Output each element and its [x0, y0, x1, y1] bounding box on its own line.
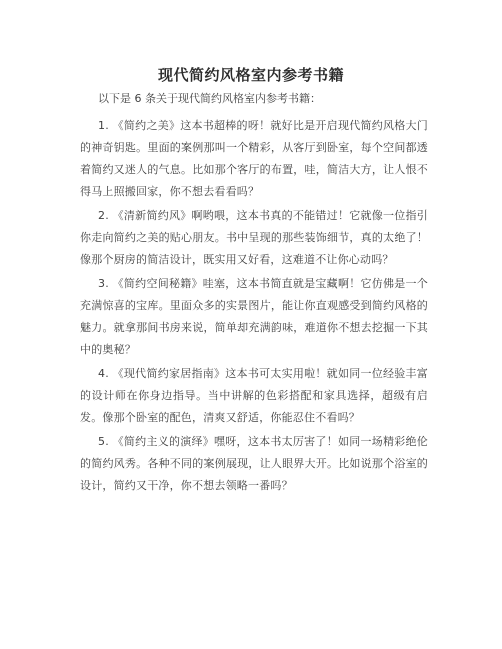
list-item: 1. 《简约之美》这本书超棒的呀！就好比是开启现代简约风格大门的神奇钥匙。里面的案例那叫一个精彩，从客厅到卧室，每个空间都透着简约又迷人的气息。比如那个客厅的布置，哇，简洁大方，让人恨不得马上照搬回家，你不想去看看吗？ [80, 119, 428, 198]
list-item: 3. 《简约空间秘籍》哇塞，这本书简直就是宝藏啊！它仿佛是一个充满惊喜的宝库。里面众多的实景图片，能让你直观感受到简约风格的魅力。就拿那间书房来说，简单却充满韵味，难道你不想去挖掘一下其中的奥秘？ [80, 277, 428, 356]
book-list [80, 115, 428, 499]
list-item: 4. 《现代简约家居指南》这本书可太实用啦！就如同一位经验丰富的设计师在你身边指导。当中讲解的色彩搭配和家具选择，超级有启发。像那个卧室的配色，清爽又舒适，你能忍住不看吗？ [80, 367, 428, 424]
intro-text: 以下是 6 条关于现代简约风格室内参考书籍： [98, 92, 321, 105]
list-item: 2. 《清新简约风》啊哟喂，这本书真的不能错过！它就像一位指引你走向简约之美的贴心朋友。书中呈现的那些装饰细节，真的太绝了！像那个厨房的简洁设计，既实用又好看，这难道不让你心动吗？ [80, 209, 428, 266]
list-item: 5. 《简约主义的演绎》嘿呀，这本书太厉害了！如同一场精彩绝伦的简约风秀。各种不同的案例展现，让人眼界大开。比如说那个浴室的设计，简约又干净，你不想去领略一番吗？ [80, 435, 428, 492]
document-title: 现代简约风格室内参考书籍 [157, 66, 344, 84]
